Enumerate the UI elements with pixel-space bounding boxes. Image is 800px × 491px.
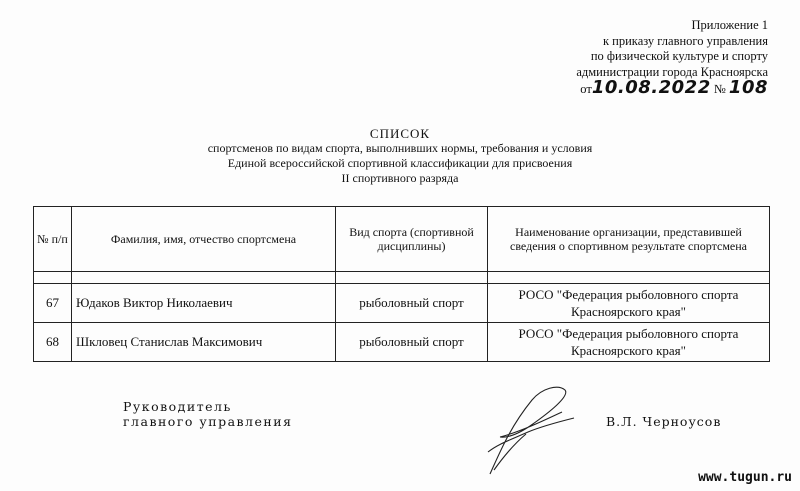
row-sport: рыболовный спорт [336, 284, 488, 323]
annex-line-administration: администрации города Красноярска [576, 64, 768, 79]
document-title-block [0, 126, 800, 186]
title-line-2: Единой всероссийской спортивной классификации для присвоения [227, 156, 573, 170]
row-num: 68 [34, 323, 72, 362]
header-org: Наименование организации, представившей сведения о спортивном результате спортсмена [488, 207, 770, 272]
document-title: СПИСОК [369, 126, 431, 141]
header-sport: Вид спорта (спортивной дисциплины) [336, 207, 488, 272]
row-name: Шкловец Станислав Максимович [72, 323, 336, 362]
annex-line-order: к приказу главного управления [602, 33, 768, 48]
row-num: 67 [34, 284, 72, 323]
order-date: 10.08.2022 [591, 77, 711, 98]
handwritten-signature [470, 382, 580, 482]
signer-name: В.Л. Черноусов [606, 414, 722, 429]
table-gap-row [34, 272, 770, 284]
table-row [34, 323, 770, 362]
annex-line-department: по физической культуре и спорту [590, 49, 768, 63]
row-org: РОСО "Федерация рыболовного спорта Красноярского края" [488, 284, 770, 323]
header-num: № п/п [34, 207, 72, 272]
row-name: Юдаков Виктор Николаевич [72, 284, 336, 323]
date-prefix: от [580, 82, 592, 96]
order-number: 108 [728, 77, 768, 98]
row-org: РОСО "Федерация рыболовного спорта Красноярского края" [488, 323, 770, 362]
annex-date-line [508, 77, 768, 98]
signer-position-line-2: главного управления [123, 414, 293, 429]
annex-header [508, 18, 768, 96]
title-line-3: II спортивного разряда [341, 171, 459, 185]
signer-position [123, 399, 292, 429]
athletes-table [33, 206, 770, 362]
watermark-site: www.tugun.ru [698, 470, 792, 485]
signer-position-line-1: Руководитель [123, 399, 232, 414]
annex-title: Приложение 1 [691, 18, 768, 32]
table-row [34, 284, 770, 323]
title-line-1: спортсменов по видам спорта, выполнивших нормы, требования и условия [207, 141, 593, 155]
header-name: Фамилия, имя, отчество спортсмена [72, 207, 336, 272]
row-sport: рыболовный спорт [336, 323, 488, 362]
number-prefix: № [713, 82, 726, 96]
table-header-row [34, 207, 770, 272]
